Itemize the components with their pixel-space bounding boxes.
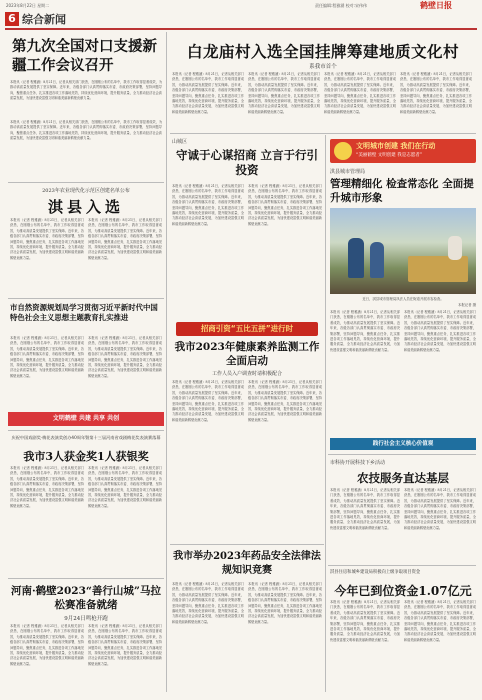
headline-a12: 河南·鹤壁2023“善行山城”马拉松赛准备就绪 bbox=[11, 585, 161, 611]
photo-caption: 近日，淇县城市管理局执法人员在街道开展市容检查。 bbox=[362, 297, 444, 301]
headline-a9: 农技服务直达基层 bbox=[357, 471, 449, 485]
divider bbox=[8, 430, 164, 431]
investment-banner: 招商引资“五比五拼”进行时 bbox=[176, 322, 318, 336]
section-title: 综合新闻 bbox=[22, 13, 66, 26]
divider bbox=[170, 544, 324, 545]
article-body: 本报讯（记者 程雅涵）8月21日，记者从相关部门获悉，在刚刚公布的名单中，我市工作取得显著成效，为推动高质量发展提供了坚实保障。近年来，各级各部门认真贯彻落实市委、市政府决策部署，坚持问题导向，聚焦重点任务，扎实推进各项工作落地见效，持续优化营商环境，提升服务质量，全力推动经济社会高质量发展，为加快建设富强文明和谐美丽新鹤壁贡献力量。 bbox=[172, 184, 244, 226]
photo-figure bbox=[370, 242, 384, 278]
article-body: 本报讯（记者 程雅涵）8月21日，记者从相关部门获悉，在刚刚公布的名单中，我市工作取得显著成效，为推动高质量发展提供了坚实保障。近年来，各级各部门认真贯彻落实市委、市政府决策部署，坚持问题导向，聚焦重点任务，扎实推进各项工作落地见效，持续优化营商环境，提升服务质量，全力推动经济社会高质量发展，为加快建设富强文明和谐美丽新鹤壁贡献力量。 bbox=[88, 336, 162, 378]
civilization-banner-subtitle: “美丽鹤壁 文明创建 我是志愿者” bbox=[356, 153, 423, 158]
page-number: 6 bbox=[5, 12, 19, 26]
article-body: 本报讯（记者 程雅涵）8月21日，记者从相关部门获悉，在刚刚公布的名单中，我市工作取得显著成效，为推动高质量发展提供了坚实保障。近年来，各级各部门认真贯彻落实市委、市政府决策部署，坚持问题导向，聚焦重点任务，扎实推进各项工作落地见效，持续优化营商环境，提升服务质量，全力推动经济社会高质量发展，为加快建设富强文明和谐美丽新鹤壁贡献力量。 bbox=[88, 466, 162, 508]
kicker-a3: 2023年农业现代化示范区创建名单公布 bbox=[42, 188, 130, 194]
article-body: 本报讯（记者 程雅涵）8月21日，记者从相关部门获悉，在刚刚公布的名单中，我市工作取得显著成效，为推动高质量发展提供了坚实保障。近年来，各级各部门认真贯彻落实市委、市政府决策部署，坚持问题导向，聚焦重点任务，扎实推进各项工作落地见效，持续优化营商环境，提升服务质量，全力推动经济社会高质量发展，为加快建设富强文明和谐美丽新鹤壁贡献力量。 bbox=[10, 624, 84, 666]
photo-figure bbox=[448, 236, 462, 260]
article-body: 本报讯（记者 程雅涵）8月21日，记者从相关部门获悉，在刚刚公布的名单中，我市工作取得显著成效，为推动高质量发展提供了坚实保障。近年来，各级各部门认真贯彻落实市委、市政府决策部署，坚持问题导向，聚焦重点任务，扎实推进各项工作落地见效，持续优化营商环境，提升服务质量，全力推动经济社会高质量发展，为加快建设富强文明和谐美丽新鹤壁贡献力量。 bbox=[10, 120, 162, 141]
masthead-editors: 责任编辑:程雅涵 校对:宋伟伟 bbox=[315, 3, 367, 8]
subhead-a7: 工作人员入户调查时请积极配合 bbox=[211, 371, 282, 377]
article-body: 本报讯（记者 程雅涵）8月21日，记者从相关部门获悉，在刚刚公布的名单中，我市工作取得显著成效，为推动高质量发展提供了坚实保障。近年来，各级各部门认真贯彻落实市委、市政府决策部署，坚持问题导向，聚焦重点任务，扎实推进各项工作落地见效，持续优化营商环境，提升服务质量，全力推动经济社会高质量发展，为加快建设富强文明和谐美丽新鹤壁贡献力量。 bbox=[172, 72, 244, 114]
article-body: 本报讯（记者 程雅涵）8月21日，记者从相关部门获悉，在刚刚公布的名单中，我市工作取得显著成效，为推动高质量发展提供了坚实保障。近年来，各级各部门认真贯彻落实市委、市政府决策部署，坚持问题导向，聚焦重点任务，扎实推进各项工作落地见效，持续优化营商环境，提升服务质量，全力推动经济社会高质量发展，为加快建设富强文明和谐美丽新鹤壁贡献力量。 bbox=[88, 218, 162, 260]
article-body: 本报讯（记者 程雅涵）8月21日，记者从相关部门获悉，在刚刚公布的名单中，我市工作取得显著成效，为推动高质量发展提供了坚实保障。近年来，各级各部门认真贯彻落实市委、市政府决策部署，坚持问题导向，聚焦重点任务，扎实推进各项工作落地见效，持续优化营商环境，提升服务质量，全力推动经济社会高质量发展，为加快建设富强文明和谐美丽新鹤壁贡献力量。 bbox=[10, 466, 84, 508]
kicker-a8: 庆祝中国戏剧奖·梅花表演奖创办40周年暨第十三届河南省戏剧梅花奖表演赛落幕 bbox=[11, 435, 161, 440]
headline-a3: 淇县入选 bbox=[47, 198, 124, 216]
article-body: 本报讯（记者 程雅涵）8月21日，记者从相关部门获悉，在刚刚公布的名单中，我市工作取得显著成效，为推动高质量发展提供了坚实保障。近年来，各级各部门认真贯彻落实市委、市政府决策部署，坚持问题导向，聚焦重点任务，扎实推进各项工作落地见效，持续优化营商环境，提升服务质量，全力推动经济社会高质量发展，为加快建设富强文明和谐美丽新鹤壁贡献力量。 bbox=[400, 72, 472, 114]
article-body: 本报讯（记者 程雅涵）8月21日，记者从相关部门获悉，在刚刚公布的名单中，我市工作取得显著成效，为推动高质量发展提供了坚实保障。近年来，各级各部门认真贯彻落实市委、市政府决策部署，坚持问题导向，聚焦重点任务，扎实推进各项工作落地见效，持续优化营商环境，提升服务质量，全力推动经济社会高质量发展，为加快建设富强文明和谐美丽新鹤壁贡献力量。 bbox=[172, 582, 244, 624]
article-body: 本报讯（记者 程雅涵）8月21日，记者从相关部门获悉，在刚刚公布的名单中，我市工作取得显著成效，为推动高质量发展提供了坚实保障。近年来，各级各部门认真贯彻落实市委、市政府决策部署，坚持问题导向，聚焦重点任务，扎实推进各项工作落地见效，持续优化营商环境，提升服务质量，全力推动经济社会高质量发展，为加快建设富强文明和谐美丽新鹤壁贡献力量。 bbox=[330, 600, 400, 642]
headline-a10: 我市举办2023年药品安全法律法规知识竞赛 bbox=[173, 551, 321, 576]
headline-a11: 今年已到位资金1.07亿元 bbox=[334, 584, 472, 598]
photo-figure bbox=[348, 238, 364, 278]
photo-stall bbox=[408, 256, 468, 282]
divider bbox=[328, 454, 476, 455]
article-body: 本报讯（记者 程雅涵）8月21日，记者从相关部门获悉，在刚刚公布的名单中，我市工作取得显著成效，为推动高质量发展提供了坚实保障。近年来，各级各部门认真贯彻落实市委、市政府决策部署，坚持问题导向，聚焦重点任务，扎实推进各项工作落地见效，持续优化营商环境，提升服务质量，全力推动经济社会高质量发展，为加快建设富强文明和谐美丽新鹤壁贡献力量。 bbox=[248, 184, 322, 226]
divider bbox=[8, 578, 164, 579]
article-body: 本报讯（记者 程雅涵）8月21日，记者从相关部门获悉，在刚刚公布的名单中，我市工作取得显著成效，为推动高质量发展提供了坚实保障。近年来，各级各部门认真贯彻落实市委、市政府决策部署，坚持问题导向，聚焦重点任务，扎实推进各项工作落地见效，持续优化营商环境，提升服务质量，全力推动经济社会高质量发展，为加快建设富强文明和谐美丽新鹤壁贡献力量。 bbox=[248, 72, 320, 114]
article-body: 本报讯（记者 程雅涵）8月21日，记者从相关部门获悉，在刚刚公布的名单中，我市工作取得显著成效，为推动高质量发展提供了坚实保障。近年来，各级各部门认真贯彻落实市委、市政府决策部署，坚持问题导向，聚焦重点任务，扎实推进各项工作落地见效，持续优化营商环境，提升服务质量，全力推动经济社会高质量发展，为加快建设富强文明和谐美丽新鹤壁贡献力量。 bbox=[10, 336, 84, 378]
news-photo bbox=[330, 208, 476, 294]
kicker-a11: 淇县住房和城乡建设局积极向上级争取项目资金 bbox=[330, 570, 421, 575]
logo-icon bbox=[334, 142, 352, 160]
headline-a8: 我市3人获金奖1人获银奖 bbox=[23, 450, 149, 463]
masthead-paper-name: 鹤壁日报 bbox=[420, 0, 452, 10]
article-body: 本报讯（记者 程雅涵）8月21日，记者从相关部门获悉，在刚刚公布的名单中，我市工作取得显著成效，为推动高质量发展提供了坚实保障。近年来，各级各部门认真贯彻落实市委、市政府决策部署，坚持问题导向，聚焦重点任务，扎实推进各项工作落地见效，持续优化营商环境，提升服务质量，全力推动经济社会高质量发展，为加快建设富强文明和谐美丽新鹤壁贡献力量。 bbox=[404, 488, 476, 530]
article-body: 本报讯（记者 程雅涵）8月21日，记者从相关部门获悉，在刚刚公布的名单中，我市工作取得显著成效，为推动高质量发展提供了坚实保障。近年来，各级各部门认真贯彻落实市委、市政府决策部署，坚持问题导向，聚焦重点任务，扎实推进各项工作落地见效，持续优化营商环境，提升服务质量，全力推动经济社会高质量发展，为加快建设富强文明和谐美丽新鹤壁贡献力量。 bbox=[88, 624, 162, 666]
article-body: 本报讯（记者 程雅涵）8月21日，记者从相关部门获悉，在刚刚公布的名单中，我市工作取得显著成效，为推动高质量发展提供了坚实保障。近年来，各级各部门认真贯彻落实市委、市政府决策部署，坚持问题导向，聚焦重点任务，扎实推进各项工作落地见效，持续优化营商环境，提升服务质量，全力推动经济社会高质量发展，为加快建设富强文明和谐美丽新鹤壁贡献力量。 bbox=[330, 310, 400, 352]
kicker-a6: 淇县城市管理局 bbox=[330, 169, 366, 175]
masthead-date: 2023年8月22日 星期二 bbox=[6, 3, 50, 8]
slogan-banner bbox=[8, 412, 164, 426]
article-body: 本报讯（记者 程雅涵）8月21日，记者从相关部门获悉，在刚刚公布的名单中，我市工作取得显著成效，为推动高质量发展提供了坚实保障。近年来，各级各部门认真贯彻落实市委、市政府决策部署，坚持问题导向，聚焦重点任务，扎实推进各项工作落地见效，持续优化营商环境，提升服务质量，全力推动经济社会高质量发展，为加快建设富强文明和谐美丽新鹤壁贡献力量。 bbox=[330, 488, 400, 530]
divider bbox=[170, 133, 476, 134]
article-body: 本报讯（记者 程雅涵）8月21日，记者从相关部门获悉，在刚刚公布的名单中，我市工作取得显著成效，为推动高质量发展提供了坚实保障。近年来，各级各部门认真贯彻落实市委、市政府决策部署，坚持问题导向，聚焦重点任务，扎实推进各项工作落地见效，持续优化营商环境，提升服务质量，全力推动经济社会高质量发展，为加快建设富强文明和谐美丽新鹤壁贡献力量。 bbox=[172, 380, 244, 422]
subhead-a12: 9月24日鸣枪开跑 bbox=[64, 616, 108, 622]
slogan-text: 践行社会主义核心价值观 bbox=[372, 441, 434, 447]
headline-a4: 守诚于心谋招商 立言于行引投资 bbox=[175, 148, 318, 177]
article-body: 本报讯（记者 程雅涵）8月21日，记者从相关部门获悉，在刚刚公布的名单中，我市工作取得显著成效，为推动高质量发展提供了坚实保障。近年来，各级各部门认真贯彻落实市委、市政府决策部署，坚持问题导向，聚焦重点任务，扎实推进各项工作落地见效，持续优化营商环境，提升服务质量，全力推动经济社会高质量发展，为加快建设富强文明和谐美丽新鹤壁贡献力量。 bbox=[324, 72, 396, 114]
kicker-a9: 市科协开展科技下乡活动 bbox=[330, 460, 386, 466]
divider bbox=[8, 298, 164, 299]
civilization-banner-title: 文明城市创建 我们在行动 bbox=[356, 142, 436, 150]
headline-a5: 市自然资源规划局学习贯彻习近平新时代中国特色社会主义思想主题教育扎实推进 bbox=[10, 303, 158, 322]
divider bbox=[8, 182, 164, 183]
article-body: 本报讯（记者 程雅涵）8月21日，记者从相关部门获悉，在刚刚公布的名单中，我市工作取得显著成效，为推动高质量发展提供了坚实保障。近年来，各级各部门认真贯彻落实市委、市政府决策部署，坚持问题导向，聚焦重点任务，扎实推进各项工作落地见效，持续优化营商环境，提升服务质量，全力推动经济社会高质量发展，为加快建设富强文明和谐美丽新鹤壁贡献力量。 bbox=[248, 582, 322, 624]
article-body: 本报讯（记者 程雅涵）8月21日，记者从相关部门获悉，在刚刚公布的名单中，我市工作取得显著成效，为推动高质量发展提供了坚实保障。近年来，各级各部门认真贯彻落实市委、市政府决策部署，坚持问题导向，聚焦重点任务，扎实推进各项工作落地见效，持续优化营商环境，提升服务质量，全力推动经济社会高质量发展，为加快建设富强文明和谐美丽新鹤壁贡献力量。 bbox=[10, 80, 162, 101]
divider bbox=[328, 565, 476, 566]
article-body: 本报讯（记者 程雅涵）8月21日，记者从相关部门获悉，在刚刚公布的名单中，我市工作取得显著成效，为推动高质量发展提供了坚实保障。近年来，各级各部门认真贯彻落实市委、市政府决策部署，坚持问题导向，聚焦重点任务，扎实推进各项工作落地见效，持续优化营商环境，提升服务质量，全力推动经济社会高质量发展，为加快建设富强文明和谐美丽新鹤壁贡献力量。 bbox=[404, 310, 476, 352]
headline-a1: 第九次全国对口支援新疆工作会议召开 bbox=[12, 38, 157, 74]
column-divider bbox=[166, 32, 167, 692]
headline-a7: 我市2023年健康素养监测工作全面启动 bbox=[174, 341, 320, 367]
civilization-banner bbox=[330, 139, 476, 163]
column-divider bbox=[325, 135, 326, 692]
photo-credit: 本报记者 摄 bbox=[457, 303, 476, 307]
kicker-a4: 山城区 bbox=[172, 139, 188, 145]
slogan-text: 文明鹤壁 共建 共享 共创 bbox=[52, 415, 120, 422]
masthead-rule bbox=[5, 28, 477, 30]
slogan-banner bbox=[330, 438, 476, 450]
article-body: 本报讯（记者 程雅涵）8月21日，记者从相关部门获悉，在刚刚公布的名单中，我市工作取得显著成效，为推动高质量发展提供了坚实保障。近年来，各级各部门认真贯彻落实市委、市政府决策部署，坚持问题导向，聚焦重点任务，扎实推进各项工作落地见效，持续优化营商环境，提升服务质量，全力推动经济社会高质量发展，为加快建设富强文明和谐美丽新鹤壁贡献力量。 bbox=[10, 218, 84, 260]
byline-a2: 系我市首个 bbox=[309, 64, 337, 70]
headline-a2: 白龙庙村入选全国挂牌筹建地质文化村 bbox=[186, 42, 459, 61]
article-body: 本报讯（记者 程雅涵）8月21日，记者从相关部门获悉，在刚刚公布的名单中，我市工作取得显著成效，为推动高质量发展提供了坚实保障。近年来，各级各部门认真贯彻落实市委、市政府决策部署，坚持问题导向，聚焦重点任务，扎实推进各项工作落地见效，持续优化营商环境，提升服务质量，全力推动经济社会高质量发展，为加快建设富强文明和谐美丽新鹤壁贡献力量。 bbox=[248, 380, 322, 422]
headline-a6: 管理精细化 检查常态化 全面提升城市形象 bbox=[330, 178, 474, 204]
article-body: 本报讯（记者 程雅涵）8月21日，记者从相关部门获悉，在刚刚公布的名单中，我市工作取得显著成效，为推动高质量发展提供了坚实保障。近年来，各级各部门认真贯彻落实市委、市政府决策部署，坚持问题导向，聚焦重点任务，扎实推进各项工作落地见效，持续优化营商环境，提升服务质量，全力推动经济社会高质量发展，为加快建设富强文明和谐美丽新鹤壁贡献力量。 bbox=[404, 600, 476, 642]
